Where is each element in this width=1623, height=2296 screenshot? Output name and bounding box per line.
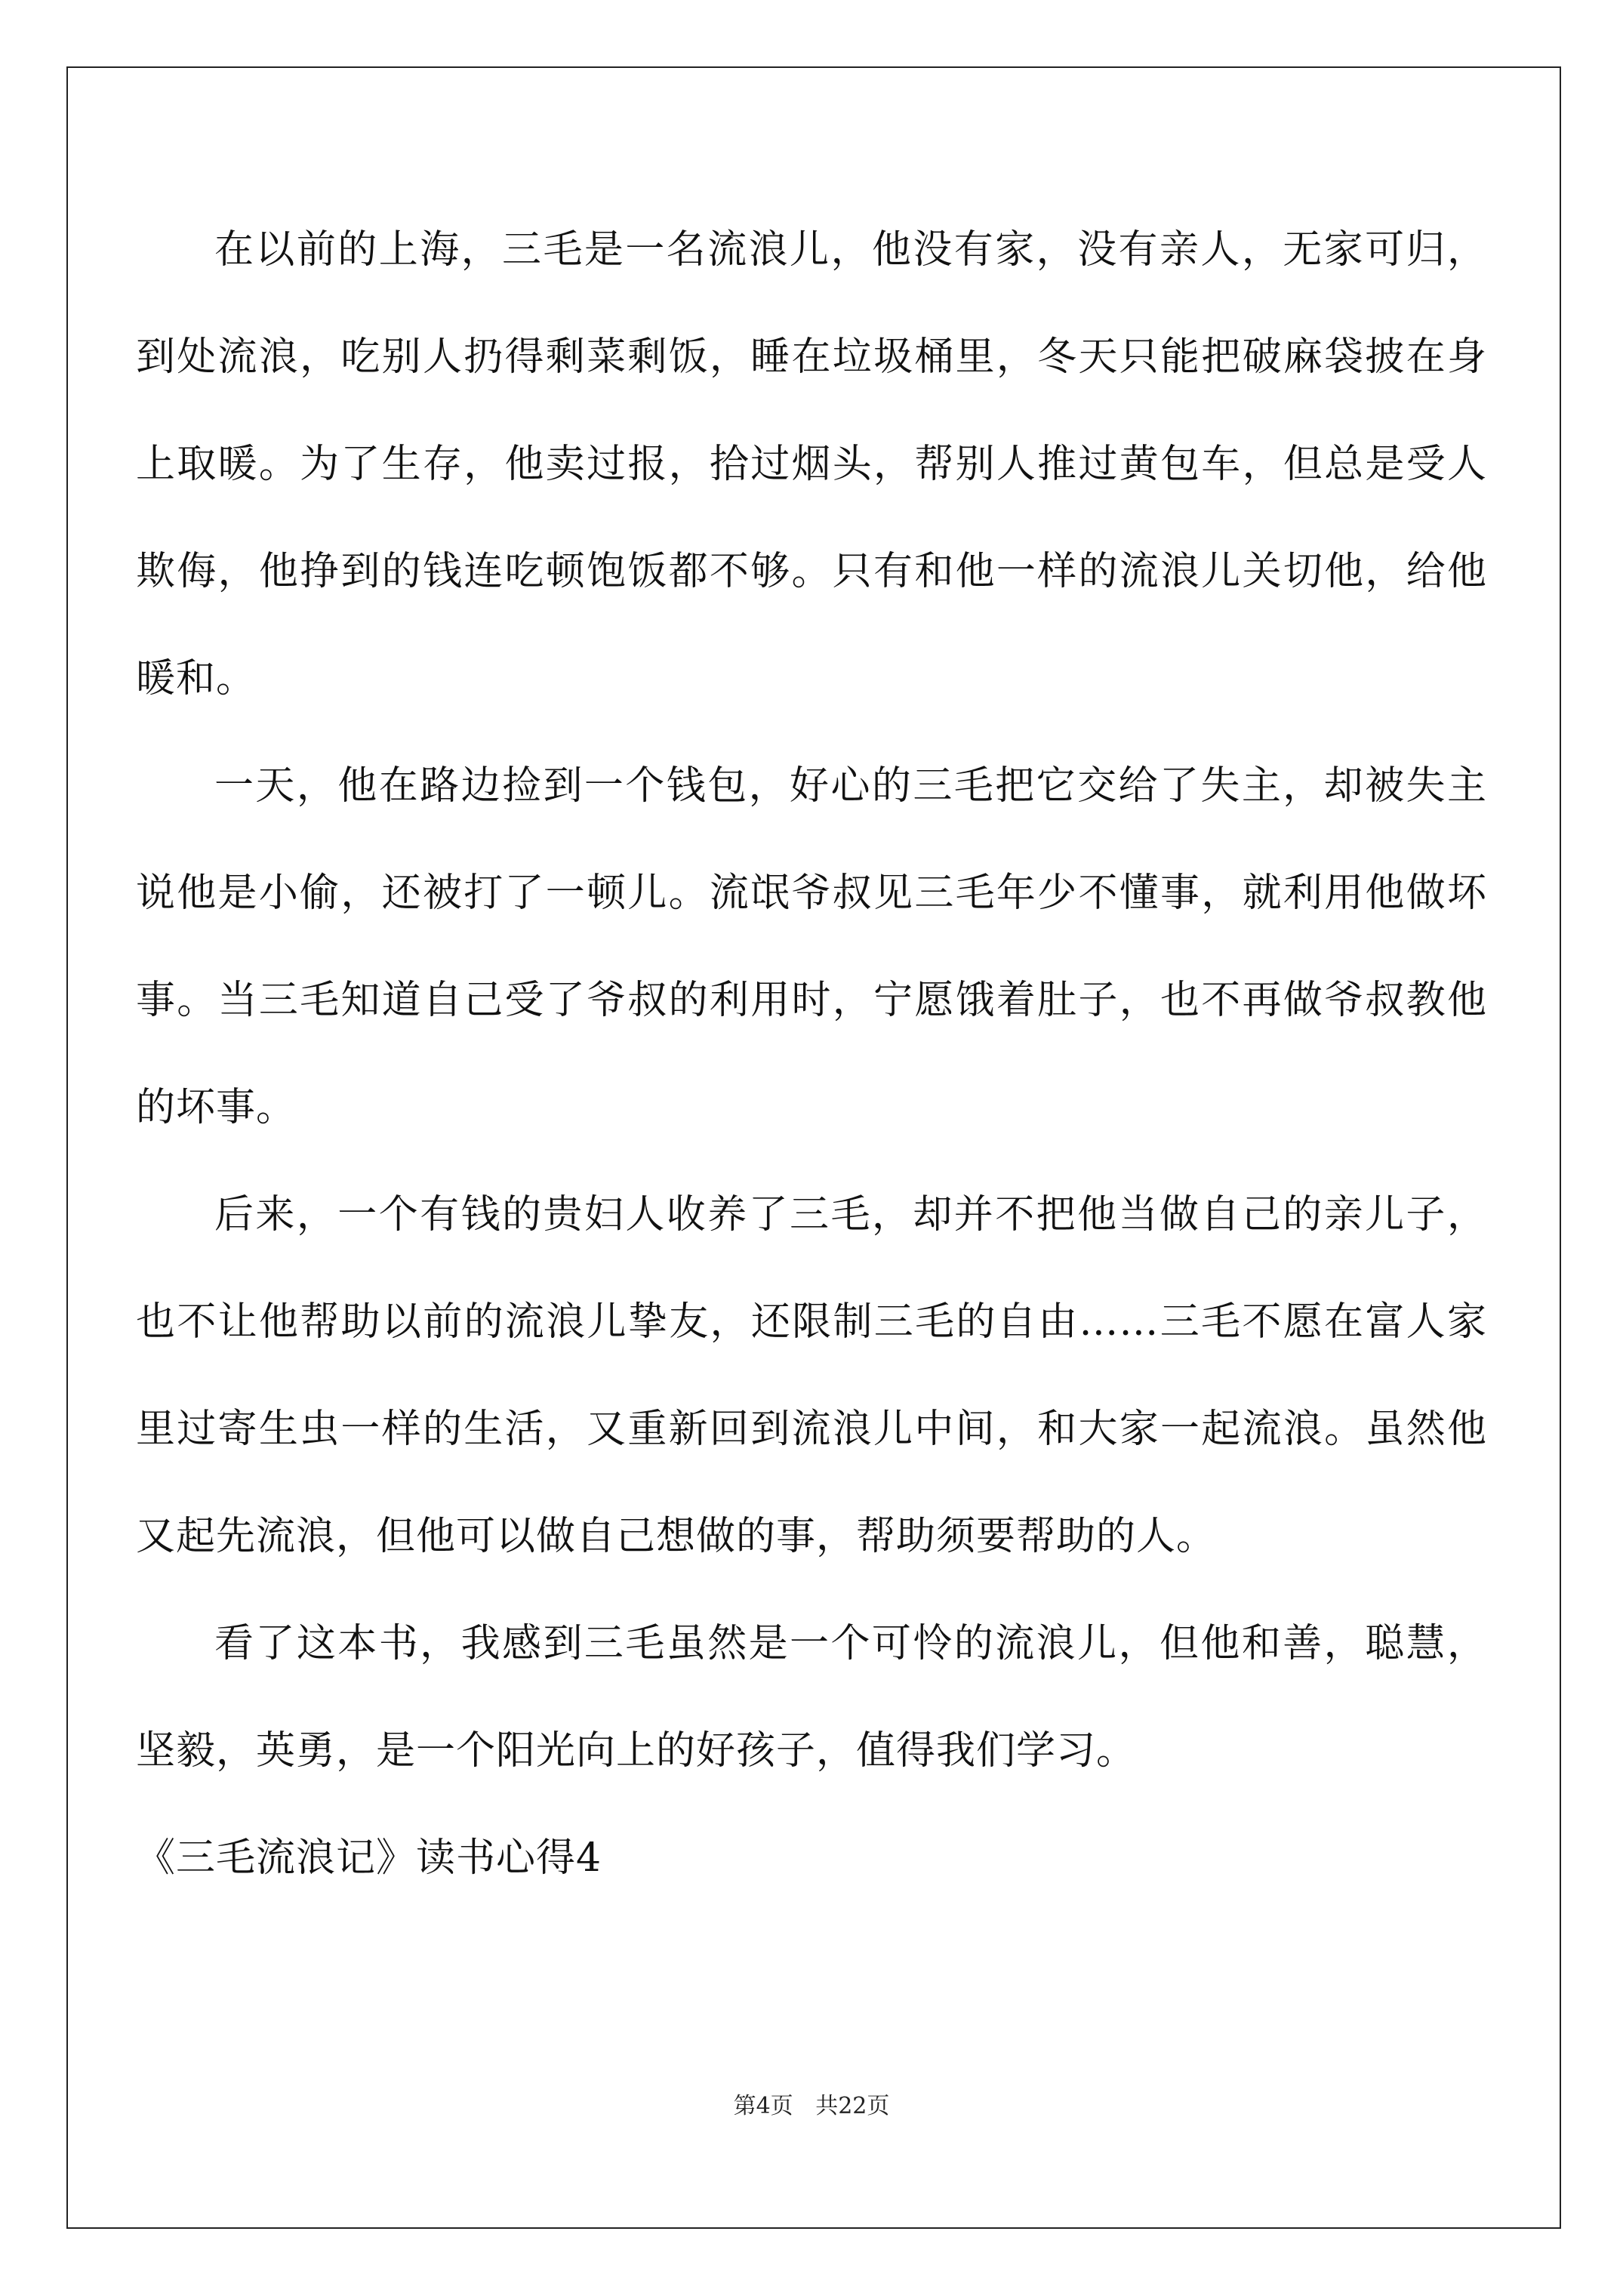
paragraph-3: 后来，一个有钱的贵妇人收养了三毛，却并不把他当做自己的亲儿子，也不让他帮助以前的流浪儿挚友，还限制三毛的自由……三毛不愿在富人家里过寄生虫一样的生活，又重新回到流浪儿中间，和大家一起流浪。虽然他又起先流浪，但他可以做自己想做的事，帮助须要帮助的人。: [136, 1192, 1487, 1559]
section-heading: 《三毛流浪记》读书心得4: [136, 1835, 602, 1881]
page-total: 共22页: [815, 2093, 890, 2119]
paragraph-1: 在以前的上海，三毛是一名流浪儿，他没有家，没有亲人，无家可归，到处流浪，吃别人扔得剩菜剩饭，睡在垃圾桶里，冬天只能把破麻袋披在身上取暖。为了生存，他卖过报，拾过烟头，帮别人推过黄包车，但总是受人欺侮，他挣到的钱连吃顿饱饭都不够。只有和他一样的流浪儿关切他，给他暖和。: [136, 227, 1487, 701]
paragraph-4: 看了这本书，我感到三毛虽然是一个可怜的流浪儿，但他和善，聪慧，坚毅，英勇，是一个阳光向上的好孩子，值得我们学习。: [136, 1621, 1487, 1774]
page-number: 第4页: [733, 2093, 793, 2119]
paragraph-2: 一天，他在路边捡到一个钱包，好心的三毛把它交给了失主，却被失主说他是小偷，还被打了一顿儿。流氓爷叔见三毛年少不懂事，就利用他做坏事。当三毛知道自己受了爷叔的利用时，宁愿饿着肚子，也不再做爷叔教他的坏事。: [136, 763, 1487, 1130]
page-footer: [0, 2091, 1623, 2122]
document-body: [136, 196, 1487, 1912]
